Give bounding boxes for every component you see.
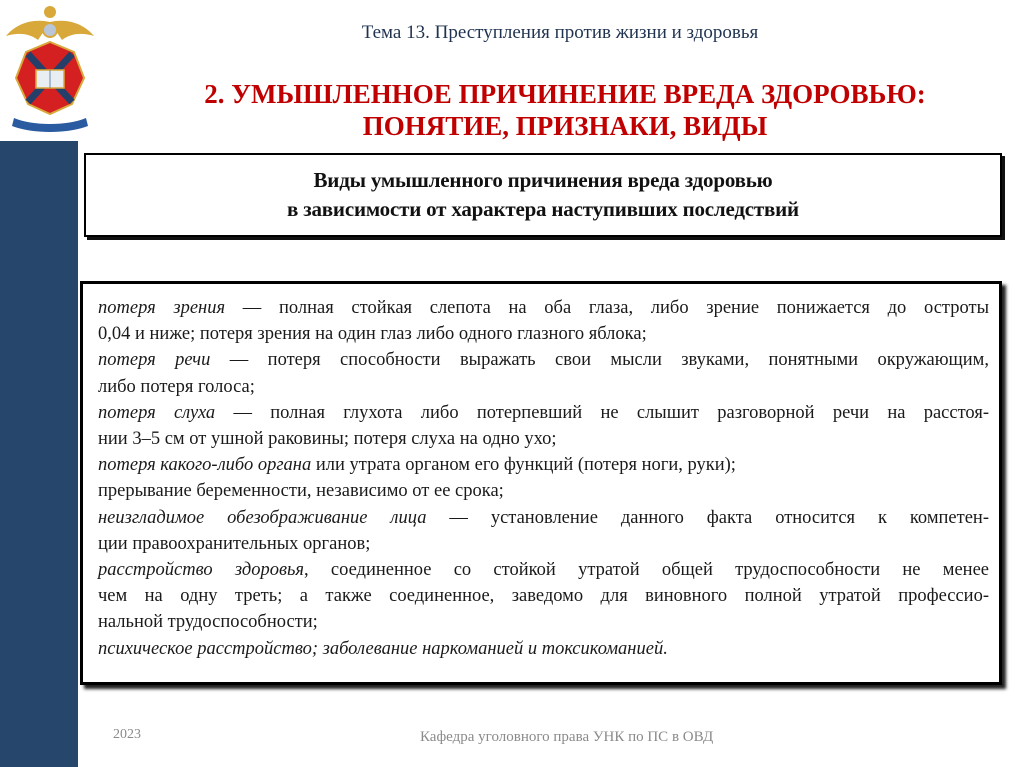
subtitle-box (84, 153, 1002, 237)
content-line: нальной трудоспособности; (98, 612, 318, 633)
content-line: потеря какого-либо органа или утрата органом его функций (потеря ноги, руки); (98, 455, 736, 476)
content-line: расстройство здоровья, соединенное со стойкой утратой общей трудоспособности не менее (98, 560, 989, 581)
content-line: чем на одну треть; а также соединенное, заведомо для виновного полной утратой профессио- (98, 586, 989, 607)
content-line: прерывание беременности, независимо от ее срока; (98, 481, 504, 502)
content-line: потеря слуха — полная глухота либо потерпевший не слышит разговорной речи на расстоя- (98, 402, 989, 423)
slide-title (150, 78, 980, 142)
subtitle-line2: в зависимости от характера наступивших последствий (287, 197, 799, 221)
content-line: либо потеря голоса; (98, 376, 255, 397)
content-line: потеря речи — потеря способности выражать свои мысли звуками, понятными окружающим, (98, 350, 989, 371)
content-line: неизгладимое обезображивание лица — установление данного факта относится к компетен- (98, 507, 989, 528)
footer-year: 2023 (113, 727, 141, 742)
content-line: ции правоохранительных органов; (98, 533, 371, 554)
subtitle-line1: Виды умышленного причинения вреда здоровью (313, 168, 773, 192)
content-line: психическое расстройство; заболевание наркоманией и токсикоманией. (98, 638, 668, 659)
content-line: 0,04 и ниже; потеря зрения на один глаз либо одного глазного яблока; (98, 324, 647, 345)
slide-title-line2: ПОНЯТИЕ, ПРИЗНАКИ, ВИДЫ (362, 111, 768, 141)
sidebar-band (0, 141, 78, 767)
content-box (80, 281, 1002, 685)
emblem-icon (2, 0, 98, 136)
content-line: нии 3–5 см от ушной раковины; потеря слуха на одно ухо; (98, 429, 557, 450)
footer-department: Кафедра уголовного права УНК по ПС в ОВД (420, 729, 714, 745)
slide-title-line1: 2. УМЫШЛЕННОЕ ПРИЧИНЕНИЕ ВРЕДА ЗДОРОВЬЮ: (204, 79, 926, 109)
content-line: потеря зрения — полная стойкая слепота на оба глаза, либо зрение понижается до остроты (98, 298, 989, 318)
topic-heading: Тема 13. Преступления против жизни и здоровья (361, 22, 759, 43)
